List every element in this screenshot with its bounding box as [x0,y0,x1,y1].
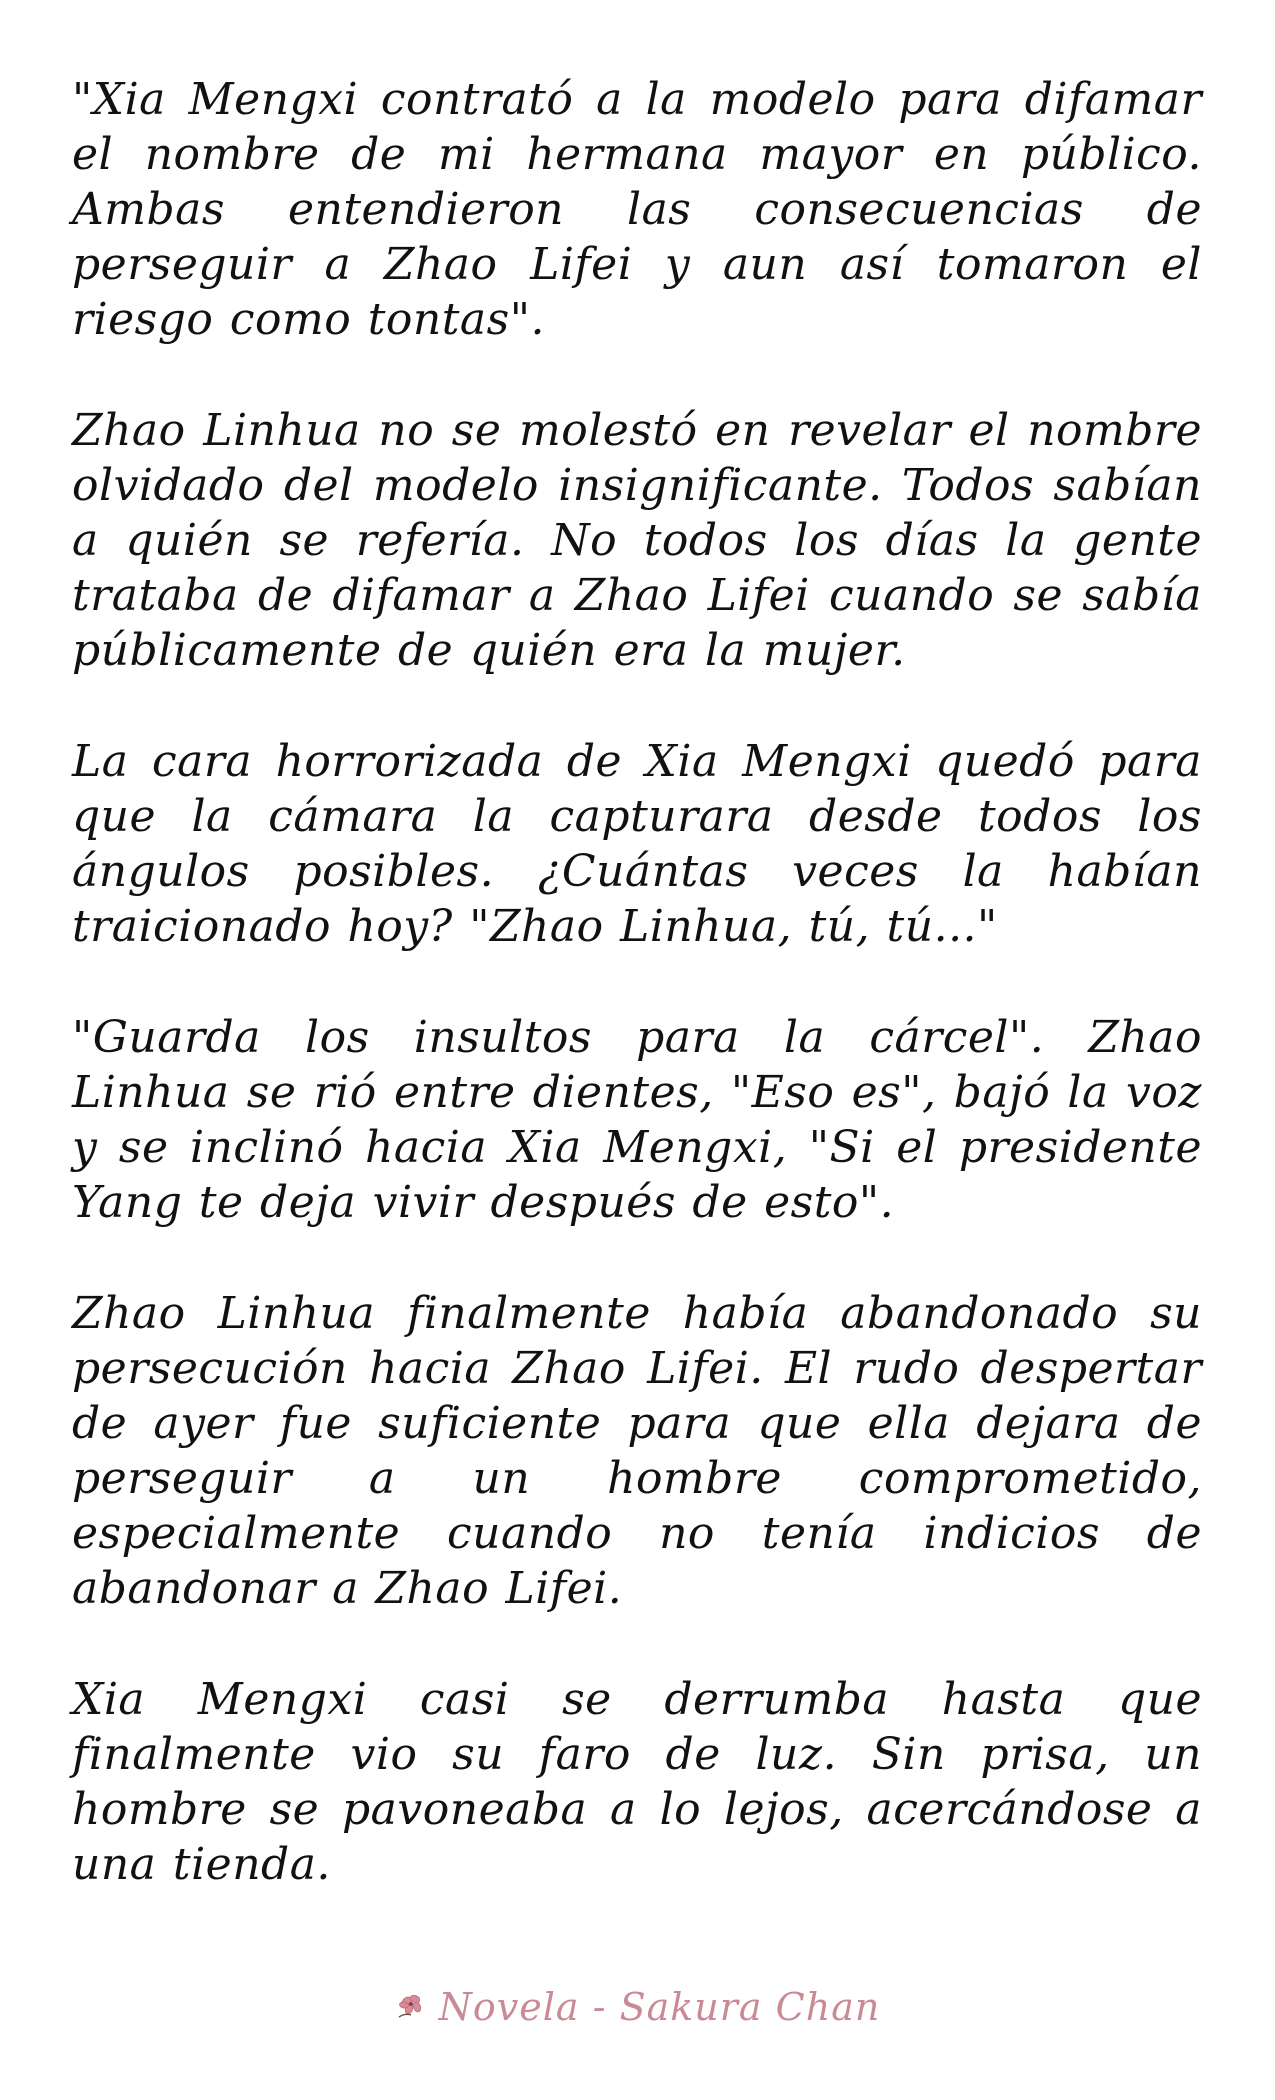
paragraph: Zhao Linhua no se molestó en revelar el nombre olvidado del modelo insignificante. Todos sabían a quién se refería. No todos los días la gente trataba de difamar a Zhao Lifei cuando se sabía públicamente de quién era la mujer. [72,405,1202,676]
document-body [72,72,1202,1948]
paragraph: Zhao Linhua finalmente había abandonado su persecución hacia Zhao Lifei. El rudo despertar de ayer fue suficiente para que ella dejara de perseguir a un hombre comprometido, especialmente cuando no tenía indicios de abandonar a Zhao Lifei. [72,1288,1202,1614]
paragraph: Xia Mengxi casi se derrumba hasta que finalmente vio su faro de luz. Sin prisa, un hombre se pavoneaba a lo lejos, acercándose a una tienda. [72,1674,1202,1890]
paragraph: La cara horrorizada de Xia Mengxi quedó para que la cámara la capturara desde todos los ángulos posibles. ¿Cuántas veces la habían traicionado hoy? "Zhao Linhua, tú, tú..." [72,736,1202,952]
paragraph: "Guarda los insultos para la cárcel". Zhao Linhua se rió entre dientes, "Eso es", bajó la voz y se inclinó hacia Xia Mengxi, "Si el presidente Yang te deja vivir después de esto". [72,1012,1202,1228]
watermark [0,1985,1275,2029]
sakura-flower-icon [395,1991,431,2023]
watermark-text: Novela - Sakura Chan [438,1985,881,2029]
paragraph: "Xia Mengxi contrató a la modelo para difamar el nombre de mi hermana mayor en público. Ambas entendieron las consecuencias de perseguir a Zhao Lifei y aun así tomaron el riesgo como tontas". [72,74,1202,345]
